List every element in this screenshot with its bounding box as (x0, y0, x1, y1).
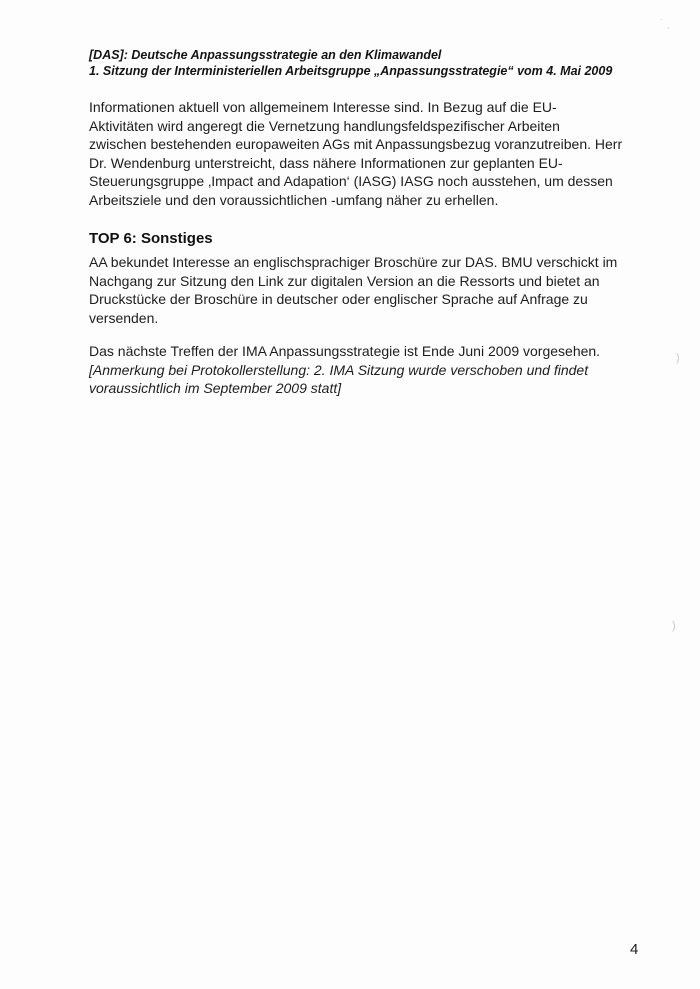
note-line: [Anmerkung bei Protokollerstellung: 2. IMA Sitzung wurde verschoben und findet (89, 361, 589, 378)
scan-artifact: ) (676, 352, 680, 364)
text-line: Arbeitsziele und den voraussichtlichen -umfang näher zu erhellen. (89, 191, 499, 208)
page-number: 4 (630, 941, 639, 958)
paragraph-brochure (89, 253, 629, 327)
text-line: AA bekundet Interesse an englischsprachiger Broschüre zur DAS. BMU verschickt im (89, 254, 618, 270)
note-line: voraussichtlich im September 2009 statt] (89, 380, 342, 397)
text-line: Das nächste Treffen der IMA Anpassungsstrategie ist Ende Juni 2009 vorgesehen. (89, 343, 601, 359)
text-line: zwischen bestehenden europaweiten AGs mit Anpassungsbezug voranzutreiben. Herr (89, 136, 623, 153)
text-line: Aktivitäten wird angeregt die Vernetzung handlungsfeldspezifischer Arbeiten (89, 117, 560, 134)
scan-artifact: ) (672, 620, 676, 632)
text-line: Informationen aktuell von allgemeinem Interesse sind. In Bezug auf die EU- (89, 99, 557, 115)
header-line-2: 1. Sitzung der Interministeriellen Arbeitsgruppe „Anpassungsstrategie“ vom 4. Mai 2009 (89, 64, 613, 78)
section-heading-top6: TOP 6: Sonstiges (89, 230, 213, 247)
header-line-1: [DAS]: Deutsche Anpassungsstrategie an den Klimawandel (89, 48, 442, 62)
text-line: versenden. (89, 309, 159, 326)
text-line: Steuerungsgruppe ‚Impact and Adapation‘ (IASG) IASG noch ausstehen, um dessen (89, 173, 613, 190)
scan-artifact: ˙ ˎ (660, 18, 671, 30)
text-line: Nachgang zur Sitzung den Link zur digitalen Version an die Ressorts und bietet an (89, 272, 600, 289)
paragraph-eu-activities (89, 98, 629, 210)
document-header (89, 47, 629, 79)
text-line: Druckstücke der Broschüre in deutscher oder englischer Sprache auf Anfrage zu (89, 291, 588, 308)
text-line: Dr. Wendenburg unterstreicht, dass nähere Informationen zur geplanten EU- (89, 154, 563, 171)
paragraph-next-meeting (89, 342, 629, 398)
